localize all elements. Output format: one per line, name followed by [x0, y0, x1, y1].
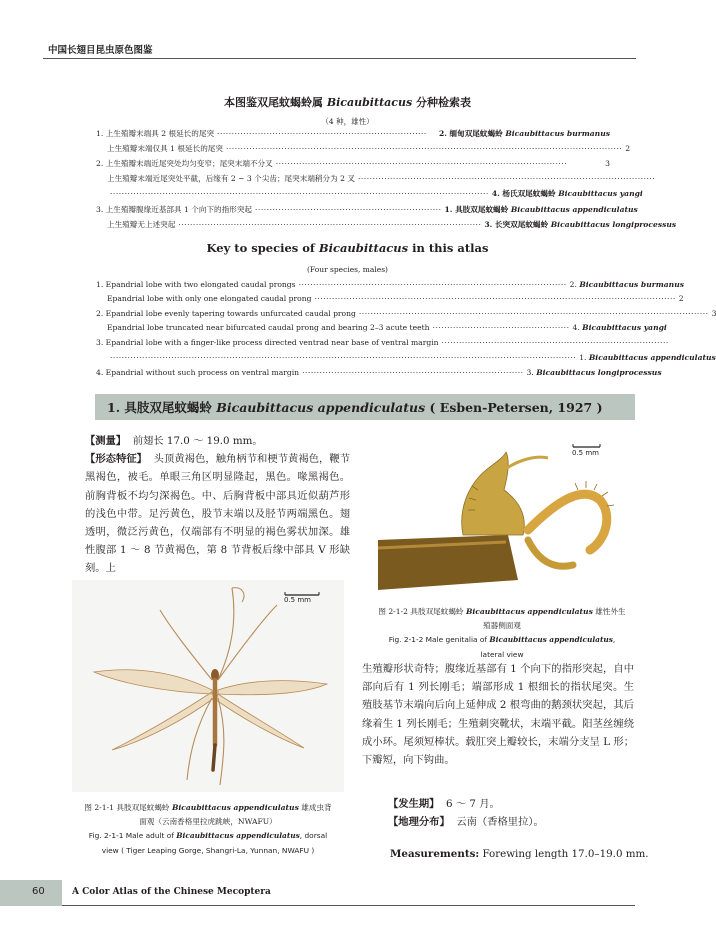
- fig1-caption-en-2: view ( Tiger Leaping Gorge, Shangri-La, Yunnan, NWAFU ): [101, 846, 315, 855]
- figure-genitalia-lateral: [378, 430, 633, 598]
- running-header: 中国长翅目昆虫原色图鉴: [48, 45, 153, 56]
- en-key-line-5: 3. Epandrial lobe with a finger-like process directed ventrad near base of ventral margin ··············································································: [96, 338, 669, 347]
- fig2-caption-en-2: lateral view: [480, 650, 524, 659]
- cn-key-line-6: 3. 上生殖瓣腹缘近基部具 1 个向下的指形突起 ································································ 1. 具肢双尾蚊蝎蛉 Bicaubittacus appendiculatus: [96, 205, 638, 214]
- measurements-en: Measurements: Forewing length 17.0–19.0 mm.: [390, 848, 649, 860]
- cn-key-line-1: 1. 上生殖瓣末端具 2 根延长的尾突 ········································································ 2. 缅甸双尾蚊蝎蛉 Bicaubittacus burmanus: [96, 129, 610, 138]
- fig1-caption-cn-2: 面观（云南香格里拉虎跳峡，NWAFU）: [139, 817, 277, 826]
- fig2-caption-cn: 图 2-1-2 具肢双尾蚊蝎蛉 Bicaubittacus appendiculatus 雄性外生: [378, 607, 626, 616]
- crane-fly-illustration: [72, 580, 344, 792]
- cn-key-line-5: ·································································································································· 4. 杨氏双尾蚊蝎蛉 Bicaubittacus yangi: [110, 189, 643, 198]
- en-key-line-4: Epandrial lobe truncated near bifurcated caudal prong and bearing 2–3 acute teeth ··············································· 4. Bicaubittacus yangi: [107, 323, 667, 332]
- morphology-para-cont: 生殖瓣形状奇特；腹缘近基部有 1 个向下的指形突起，自中部向后有 1 列长刚毛；端部形成 1 根细长的指状尾突。生殖肢基节末端向后向上延伸成 2 根弯曲的鹅颈状突起，其后缘着生 1 列长刚毛；生殖刺突靴状，末端平截。阳茎丝缠绕成小环。尾须短棒状。载肛突上瓣较长，末端分支呈 L 形；下瓣短，向下钩曲。: [362, 663, 634, 767]
- fig2-caption-cn-2: 殖器侧面观: [483, 621, 521, 630]
- footer-band: [0, 880, 62, 906]
- cn-key-line-4: 上生殖瓣末端近尾突处平截，后缘有 2 ~ 3 个尖齿；尾突末端稍分为 2 叉 ······································································································: [107, 174, 656, 183]
- cn-key-line-2: 上生殖瓣末端仅具 1 根延长的尾突 ········································································································································ 2: [107, 144, 631, 153]
- species-description: [85, 432, 350, 578]
- measure-line: 【测量】 前翅长 17.0 ～ 19.0 mm。: [85, 435, 263, 447]
- header-rule: [43, 58, 636, 59]
- distribution-line: 【地理分布】 云南（香格里拉）。: [388, 816, 544, 828]
- species-heading: 1. 具肢双尾蚊蝎蛉 Bicaubittacus appendiculatus ( Esben-Petersen, 1927 ): [107, 400, 603, 415]
- en-key-line-2: Epandrial lobe with only one elongated caudal prong ···························································································································· 2: [107, 294, 684, 303]
- en-key-subtitle: (Four species, males): [307, 265, 388, 274]
- period-line: 【发生期】 6 ～ 7 月。: [388, 798, 500, 810]
- scale-label: 0.5 mm: [284, 596, 311, 604]
- cn-key-line-3: 2. 上生殖瓣末端近尾突处均匀变窄；尾突末端不分叉 ···································································································· 3: [96, 159, 610, 168]
- en-key-line-3: 2. Epandrial lobe evenly tapering towards unfurcated caudal prong ························································································································ 3: [96, 309, 716, 318]
- fig2-caption-en: Fig. 2-1-2 Male genitalia of Bicaubittacus appendiculatus,: [388, 635, 616, 644]
- page-number: 60: [32, 886, 45, 897]
- species-description-cont: [362, 660, 634, 769]
- en-key-line-6: ································································································································································ 1. Bicaubittacus appendiculatus: [110, 353, 716, 362]
- en-key-title: Key to species of Bicaubittacus in this atlas: [206, 241, 489, 255]
- cn-key-line-7: 上生殖瓣无上述突起 ········································································································ 3. 长突双尾蚊蝎蛉 Bicaubittacus longiprocessus: [107, 220, 677, 229]
- cn-key-title: 本图鉴双尾蚊蝎蛉属 Bicaubittacus 分种检索表: [223, 96, 472, 109]
- en-key-line-7: 4. Epandrial without such process on ventral margin ············································································ 3. Bicaubittacus longiprocessus: [96, 368, 662, 377]
- en-key-line-1: 1. Epandrial lobe with two elongated caudal prongs ···························································································· 2. Bicaubittacus burmanus: [96, 280, 684, 289]
- fig1-caption-cn: 图 2-1-1 具肢双尾蚊蝎蛉 Bicaubittacus appendiculatus 雄成虫背: [84, 803, 332, 812]
- scale-label: 0.5 mm: [572, 449, 599, 457]
- figure-adult-dorsal: [72, 580, 344, 792]
- cn-key-subtitle: （4 种，雄性）: [321, 117, 374, 126]
- fig1-caption-en: Fig. 2-1-1 Male adult of Bicaubittacus appendiculatus, dorsal: [88, 831, 328, 840]
- footer-rule: [62, 905, 635, 906]
- footer-title: A Color Atlas of the Chinese Mecoptera: [72, 887, 271, 897]
- morphology-para: 【形态特征】 头顶黄褐色，触角柄节和梗节黄褐色，鞭节黑褐色，被毛。单眼三角区明显隆起，黑色。喙黑褐色。前胸背板不均匀深褐色。中、后胸背板中部具近似葫芦形的浅色中带。足污黄色，股节末端以及胫节两端黑色。翅透明，微泛污黄色，仅端部有不明显的褐色雾状加深。雄性腹部 1 ～ 8 节黄褐色，第 8 节背板后缘中部具 V 形缺刻。上: [85, 453, 351, 575]
